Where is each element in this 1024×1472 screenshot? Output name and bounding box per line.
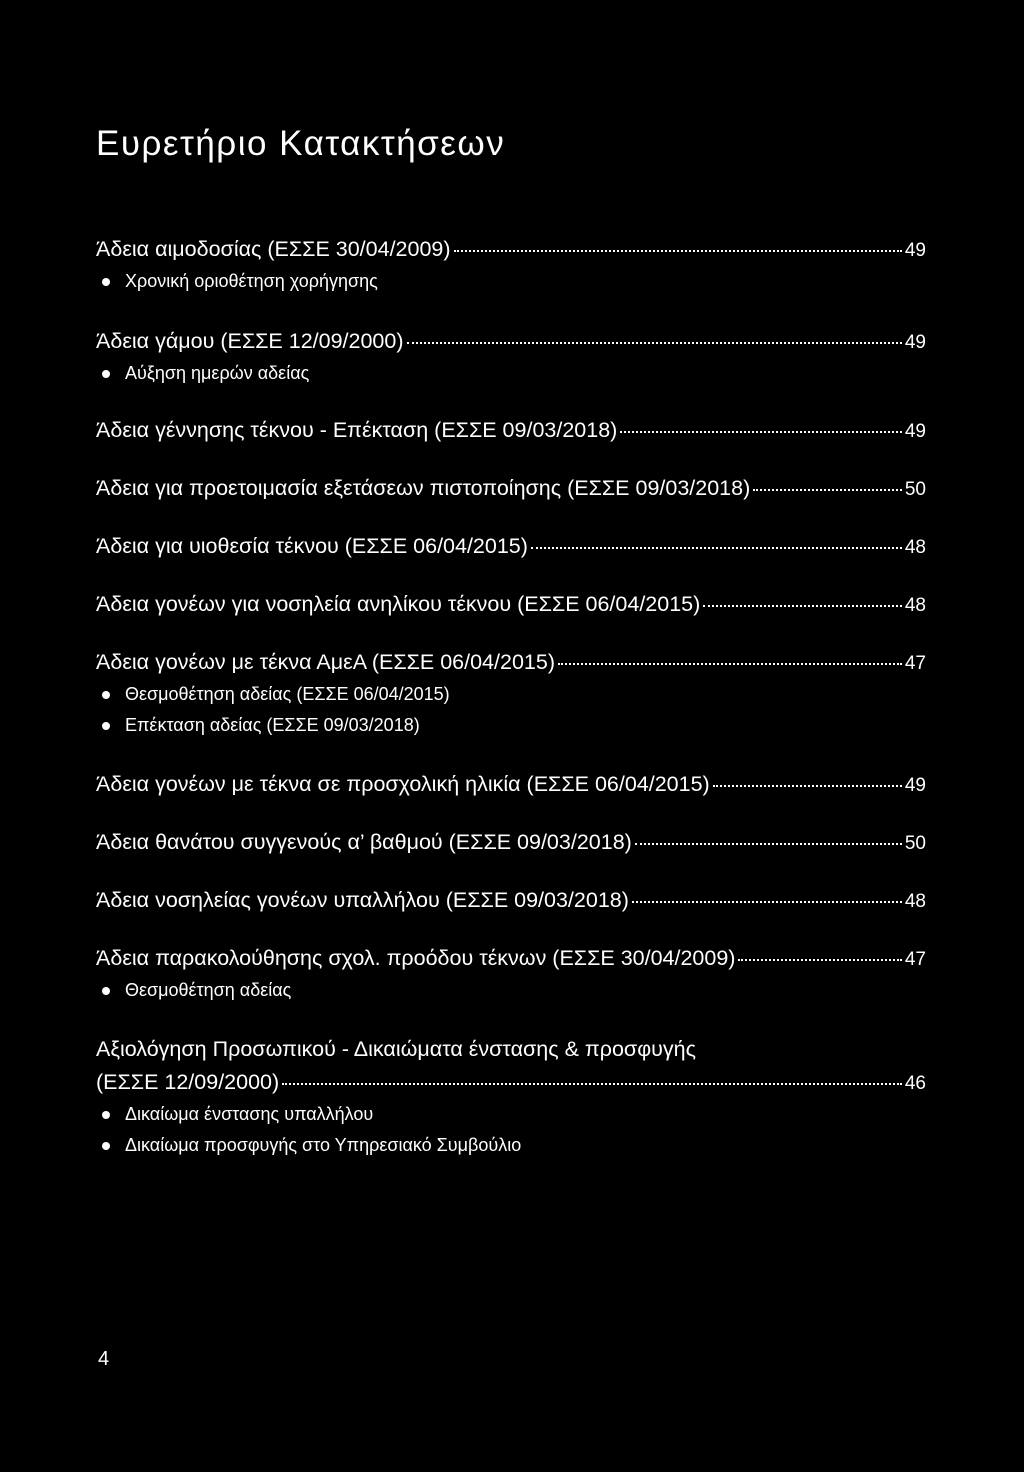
subitem-text: Επέκταση αδείας (ΕΣΣΕ 09/03/2018) <box>125 715 420 735</box>
subitem-text: Θεσμοθέτηση αδείας <box>125 980 292 1000</box>
entry-page-number: 49 <box>904 240 926 261</box>
subitem <box>102 679 926 710</box>
dot-leader <box>454 250 902 252</box>
entry-label: (ΕΣΣΕ 12/09/2000) <box>96 1070 280 1094</box>
bullet-icon <box>102 987 110 995</box>
subitem-text: Αύξηση ημερών αδείας <box>125 363 310 383</box>
subitem <box>102 1130 926 1161</box>
subitem-text: Δικαίωμα ένστασης υπαλλήλου <box>125 1104 374 1124</box>
entry-page-number: 49 <box>904 332 926 353</box>
subitem-text: Δικαίωμα προσφυγής στο Υπηρεσιακό Συμβούλιο <box>125 1135 522 1155</box>
entry-label: Άδεια για υιοθεσία τέκνου (ΕΣΣΕ 06/04/2015) <box>96 534 528 558</box>
entry-line <box>96 414 926 447</box>
subitem-list <box>96 358 926 389</box>
index-entry <box>96 884 926 917</box>
bullet-icon <box>102 278 110 286</box>
dot-leader <box>713 785 902 787</box>
dot-leader <box>531 547 902 549</box>
entry-label: Άδεια γάμου (ΕΣΣΕ 12/09/2000) <box>96 329 404 353</box>
entry-line <box>96 1066 926 1099</box>
index-entry <box>96 414 926 447</box>
entry-label: Άδεια παρακολούθησης σχολ. προόδου τέκνων (ΕΣΣΕ 30/04/2009) <box>96 946 736 970</box>
dot-leader <box>282 1083 902 1085</box>
entry-label: Άδεια γέννησης τέκνου - Επέκταση (ΕΣΣΕ 09/03/2018) <box>96 418 618 442</box>
dot-leader <box>632 901 902 903</box>
entry-line <box>96 233 926 266</box>
subitem <box>102 975 926 1006</box>
subitem <box>102 358 926 389</box>
dot-leader <box>558 663 902 665</box>
entry-page-number: 47 <box>904 653 926 674</box>
entry-page-number: 48 <box>904 537 926 558</box>
bullet-icon <box>102 691 110 699</box>
subitem <box>102 266 926 297</box>
entry-line <box>96 884 926 917</box>
dot-leader <box>635 843 902 845</box>
entry-line <box>96 826 926 859</box>
subitem-list <box>96 1099 926 1161</box>
index-entry <box>96 768 926 801</box>
subitem-text: Χρονική οριοθέτηση χορήγησης <box>125 271 378 291</box>
page-number: 4 <box>98 1348 110 1370</box>
entry-page-number: 50 <box>904 833 926 854</box>
bullet-icon <box>102 370 110 378</box>
entry-label: Άδεια γονέων με τέκνα σε προσχολική ηλικία (ΕΣΣΕ 06/04/2015) <box>96 772 710 796</box>
entry-line <box>96 646 926 679</box>
entry-label-first-line: Αξιολόγηση Προσωπικού - Δικαιώματα ένστασης & προσφυγής <box>96 1037 696 1061</box>
index-entry <box>96 588 926 621</box>
index-entry <box>96 646 926 741</box>
entry-label: Άδεια θανάτου συγγενούς α’ βαθμού (ΕΣΣΕ 09/03/2018) <box>96 830 632 854</box>
index-page <box>96 0 926 1472</box>
subitem-text: Θεσμοθέτηση αδείας (ΕΣΣΕ 06/04/2015) <box>125 684 450 704</box>
index-entries <box>96 208 926 1161</box>
entry-line <box>96 472 926 505</box>
bullet-icon <box>102 722 110 730</box>
entry-label: Άδεια γονέων με τέκνα ΑμεΑ (ΕΣΣΕ 06/04/2015) <box>96 650 555 674</box>
entry-page-number: 50 <box>904 479 926 500</box>
entry-page-number: 46 <box>904 1073 926 1094</box>
subitem <box>102 1099 926 1130</box>
dot-leader <box>620 431 902 433</box>
subitem-list <box>96 266 926 297</box>
entry-line <box>96 768 926 801</box>
index-entry <box>96 233 926 297</box>
entry-label: Άδεια γονέων για νοσηλεία ανηλίκου τέκνου (ΕΣΣΕ 06/04/2015) <box>96 592 701 616</box>
entry-page-number: 48 <box>904 595 926 616</box>
entry-line <box>96 942 926 975</box>
entry-line <box>96 530 926 563</box>
index-entry <box>96 472 926 505</box>
entry-line <box>96 325 926 358</box>
entry-line <box>96 588 926 621</box>
index-entry <box>96 942 926 1006</box>
entry-page-number: 48 <box>904 891 926 912</box>
dot-leader <box>703 605 902 607</box>
entry-page-number: 49 <box>904 775 926 796</box>
entry-label: Άδεια για προετοιμασία εξετάσεων πιστοποίησης (ΕΣΣΕ 09/03/2018) <box>96 476 751 500</box>
index-entry <box>96 325 926 389</box>
subitem-list <box>96 975 926 1006</box>
entry-label: Άδεια νοσηλείας γονέων υπαλλήλου (ΕΣΣΕ 09/03/2018) <box>96 888 629 912</box>
index-entry <box>96 1033 926 1161</box>
entry-page-number: 47 <box>904 949 926 970</box>
entry-label: Άδεια αιμοδοσίας (ΕΣΣΕ 30/04/2009) <box>96 237 451 261</box>
subitem <box>102 710 926 741</box>
subitem-list <box>96 679 926 741</box>
page-title: Ευρετήριο Κατακτήσεων <box>96 124 506 163</box>
dot-leader <box>738 959 901 961</box>
bullet-icon <box>102 1142 110 1150</box>
index-entry <box>96 530 926 563</box>
entry-page-number: 49 <box>904 421 926 442</box>
dot-leader <box>407 342 902 344</box>
bullet-icon <box>102 1111 110 1119</box>
index-entry <box>96 826 926 859</box>
dot-leader <box>753 489 902 491</box>
